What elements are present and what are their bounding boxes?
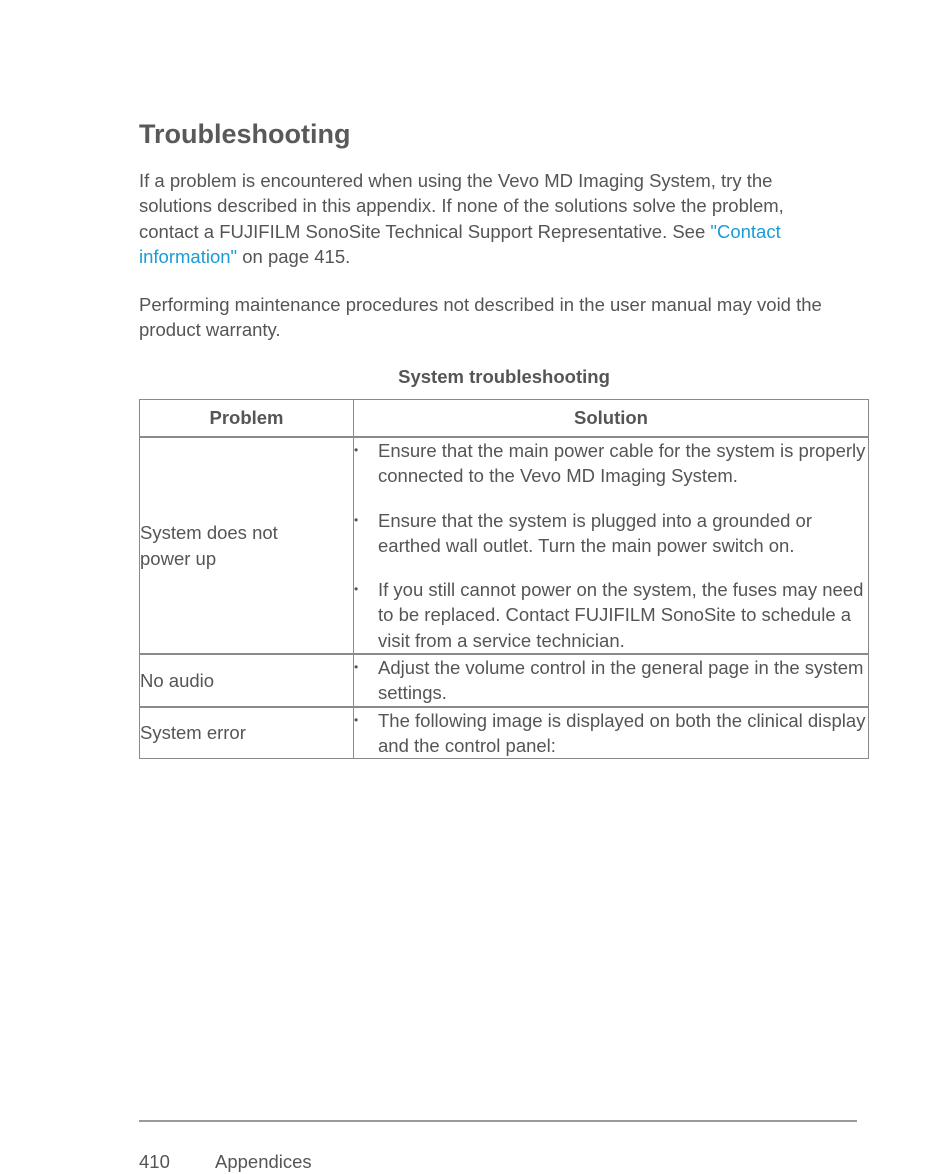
problem-text: System error — [140, 722, 246, 744]
solution-text: Ensure that the main power cable for the system is properly connected to the Vevo MD Imaging System. — [378, 440, 866, 487]
bullet-icon: • — [354, 443, 359, 457]
troubleshooting-table — [139, 399, 869, 759]
solution-list — [354, 438, 868, 653]
solution-column-header: Solution — [354, 400, 869, 438]
table-caption: System troubleshooting — [398, 366, 610, 387]
solution-cell — [354, 654, 869, 707]
solution-list — [354, 708, 868, 759]
solution-item — [354, 508, 868, 559]
bullet-icon: • — [354, 660, 359, 675]
footer-divider — [139, 1120, 857, 1122]
problem-cell — [140, 707, 354, 759]
solution-text: Adjust the volume control in the general page in the system settings. — [378, 657, 864, 704]
table-row — [140, 707, 869, 759]
intro-text: If a problem is encountered when using the Vevo MD Imaging System, try the solutions described in this appendix. If none of the solutions solve the problem, contact a FUJIFILM SonoSite Technical Support Representative. See — [139, 170, 784, 242]
solution-text: If you still cannot power on the system, the fuses may need to be replaced. Contact FUJIFILM SonoSite to schedule a visit from a service technician. — [378, 579, 864, 651]
warranty-paragraph: Performing maintenance procedures not described in the user manual may void the product warranty. — [139, 294, 822, 341]
intro-text-end: on page 415. — [237, 245, 351, 267]
problem-column-header: Problem — [140, 400, 354, 438]
solution-item — [354, 577, 868, 653]
solution-list — [354, 655, 868, 706]
problem-cell — [140, 437, 354, 654]
table-row — [140, 654, 869, 707]
table-header-row — [140, 400, 869, 438]
solution-cell — [354, 437, 869, 654]
problem-text: No audio — [140, 669, 215, 691]
contact-information-link[interactable]: "Contact information" — [139, 220, 781, 267]
bullet-icon: • — [354, 712, 359, 727]
problem-cell — [140, 654, 354, 707]
solution-item — [354, 655, 868, 706]
page-number: 410 — [139, 1151, 170, 1172]
solution-item — [354, 438, 868, 489]
solution-text: Ensure that the system is plugged into a grounded or earthed wall outlet. Turn the main power switch on. — [378, 509, 812, 556]
intro-paragraph — [139, 168, 839, 269]
table-row — [140, 437, 869, 654]
page-title: Troubleshooting — [139, 119, 351, 149]
solution-cell — [354, 707, 869, 759]
bullet-icon: • — [354, 512, 359, 527]
problem-text: System does not power up — [140, 522, 278, 569]
footer-section-name: Appendices — [215, 1151, 312, 1172]
solution-item — [354, 708, 868, 759]
solution-text: The following image is displayed on both the clinical display and the control panel: — [378, 709, 866, 756]
bullet-icon: • — [354, 582, 359, 597]
